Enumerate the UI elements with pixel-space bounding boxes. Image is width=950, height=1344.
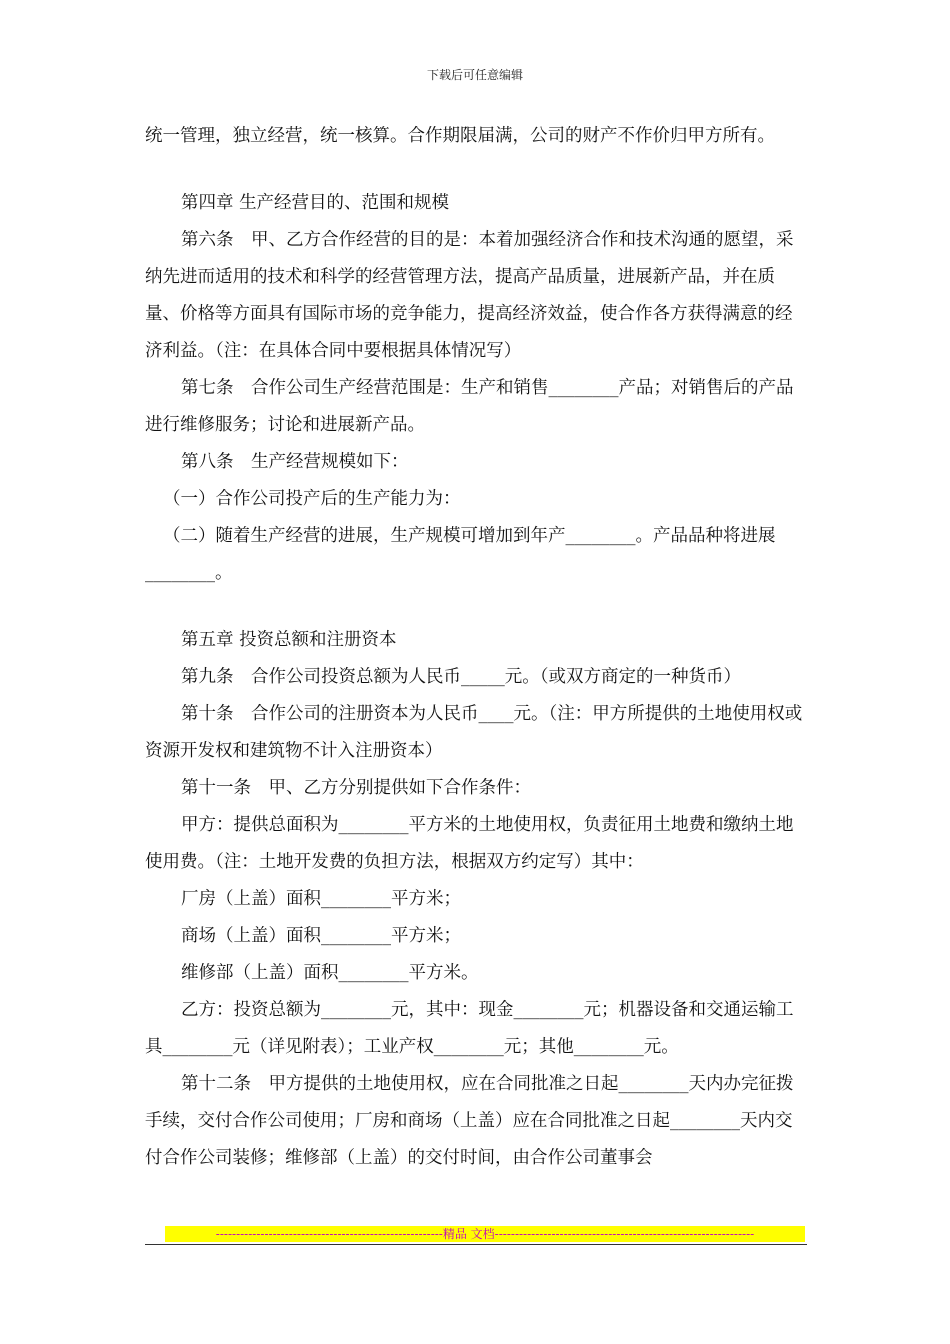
article-8-item-2: （二）随着生产经营的进展，生产规模可增加到年产________。产品品种将进展________。 [145,526,776,583]
article-8: 第八条 生产经营规模如下： [181,452,409,472]
mall-area: 商场（上盖）面积________平方米； [181,926,461,946]
party-a-terms: 甲方：提供总面积为________平方米的土地使用权，负责征用土地费和缴纳土地使用费。（注：土地开发费的负担方法，根据双方约定写）其中： [145,815,794,872]
footer-divider [145,1244,807,1245]
page-header: 下载后可任意编辑 [426,68,523,82]
article-12: 第十二条 甲方提供的土地使用权，应在合同批准之日起________天内办完征拨手续，交付合作公司使用；厂房和商场（上盖）应在合同批准之日起________天内交付合作公司装修；维修部（上盖）的交付时间，由合作公司董事会 [145,1074,794,1168]
document-body [145,118,807,1177]
chapter-heading: 第四章 生产经营目的、范围和规模 [181,193,450,213]
chapter-heading: 第五章 投资总额和注册资本 [181,630,397,650]
repair-dept-area: 维修部（上盖）面积________平方米。 [181,963,479,983]
footer-banner: --------------------------------------------------------精品 文档---------------------------------------------------------------- [165,1226,805,1242]
article-8-item-1: （一）合作公司投产后的生产能力为： [163,489,461,509]
factory-area: 厂房（上盖）面积________平方米； [181,889,461,909]
spacer [145,592,807,622]
article-9: 第九条 合作公司投资总额为人民币_____元。（或双方商定的一种货币） [181,667,741,687]
article-6: 第六条 甲、乙方合作经营的目的是：本着加强经济合作和技术沟通的愿望，采纳先进而适用的技术和科学的经营管理方法，提高产品质量，进展新产品，并在质量、价格等方面具有国际市场的竞争能力，提高经济效益，使合作各方获得满意的经济利益。（注：在具体合同中要根据具体情况写） [145,230,794,361]
spacer [145,155,807,185]
paragraph: 统一管理，独立经营，统一核算。合作期限届满，公司的财产不作价归甲方所有。 [145,126,775,146]
article-7: 第七条 合作公司生产经营范围是：生产和销售________产品；对销售后的产品进行维修服务；讨论和进展新产品。 [145,378,794,435]
article-10: 第十条 合作公司的注册资本为人民币____元。（注：甲方所提供的土地使用权或资源开发权和建筑物不计入注册资本） [145,704,803,761]
article-11: 第十一条 甲、乙方分别提供如下合作条件： [181,778,531,798]
party-b-terms: 乙方：投资总额为________元，其中：现金________元；机器设备和交通运输工具________元（详见附表）；工业产权________元；其他________元。 [145,1000,794,1057]
